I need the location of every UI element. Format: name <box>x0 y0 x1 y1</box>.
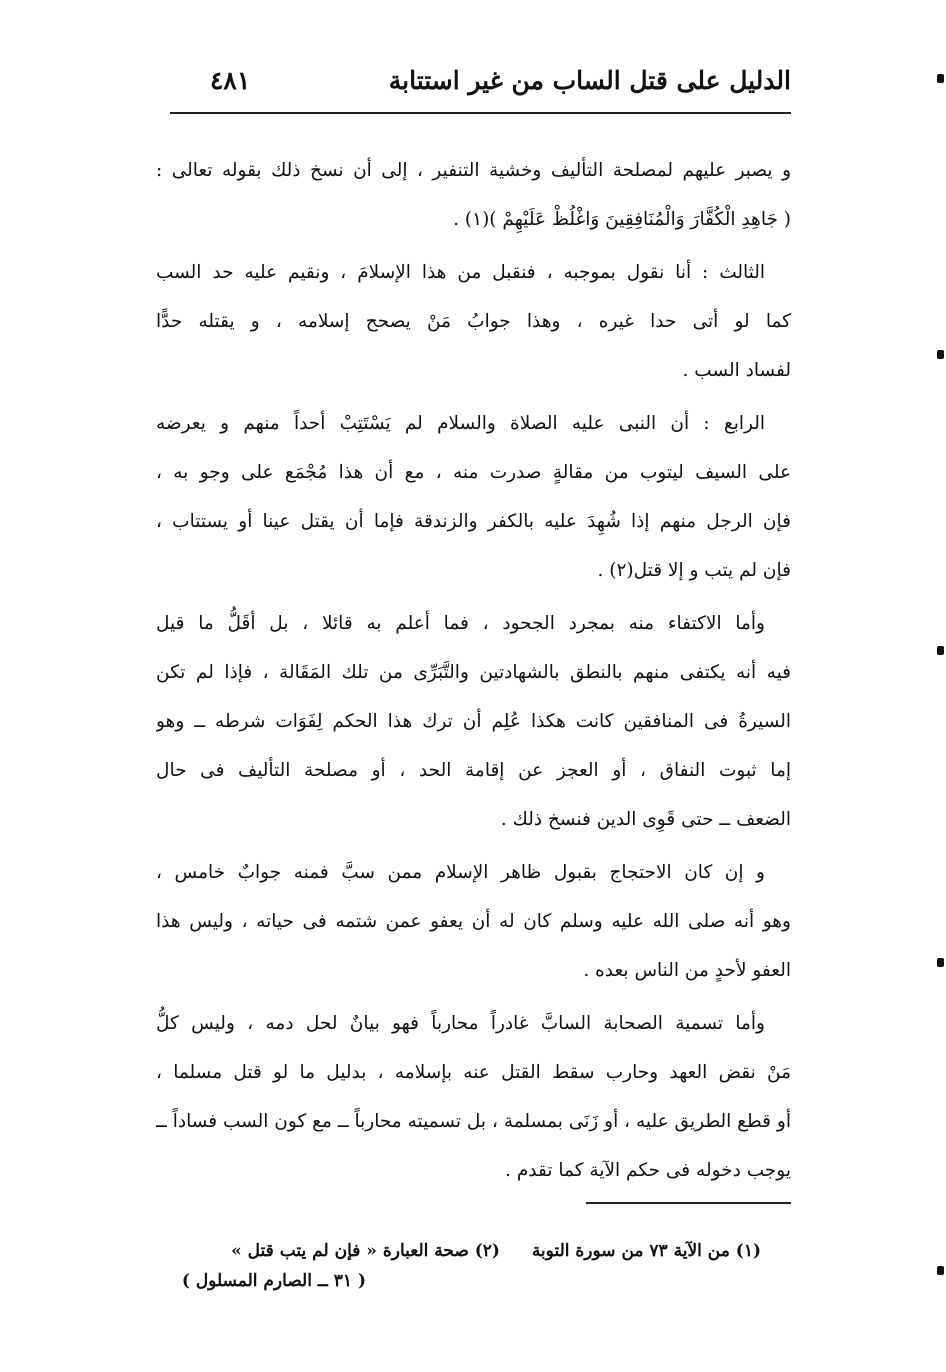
page-header <box>170 58 791 114</box>
text-line: الضعف ــ حتى قَوِى الدين فنسخ ذلك . <box>500 809 791 830</box>
running-title: الدليل على قتل الساب من غير استتابة <box>388 66 791 95</box>
text-line: السيرةُ فى المنافقين كانت هكذا عُلِم أن ترك هذا الحكم لِفَوَات شرطه ــ وهو <box>156 711 791 732</box>
margin-mark <box>937 74 944 83</box>
text-line: يوجب دخوله فى حكم الآية كما تقدم . <box>505 1160 791 1181</box>
text-line: على السيف ليتوب من مقالةٍ صدرت منه ، مع أن هذا مُجْمَع على وجو به ، <box>156 462 791 483</box>
main-text <box>156 150 791 1199</box>
footnote-divider <box>586 1202 791 1204</box>
text-line: وأما الاكتفاء منه بمجرد الجحود ، فما أعلم به قائلا ، بل أقَلُّ ما قيل <box>156 613 765 634</box>
footnote-2: (٢) صحة العبارة « فإن لم يتب قتل » <box>231 1241 500 1261</box>
paragraph-3 <box>156 403 791 599</box>
page-number: ٤٨١ <box>210 66 251 95</box>
paragraph-5 <box>156 852 791 999</box>
text-line: ( جَاهِدِ الْكُفَّارَ وَالْمُنَافِقِينَ وَاغْلُظْ عَلَيْهِمْ )(١) . <box>453 209 791 230</box>
text-line: لفساد السب . <box>682 360 791 381</box>
signature-mark: ( ٣١ ــ الصارم المسلول ) <box>181 1271 366 1291</box>
text-line: الرابع : أن النبى عليه الصلاة والسلام لم يَسْتَتِبْ أحداً منهم و يعرضه <box>156 413 765 434</box>
text-line: وأما تسمية الصحابة السابَّ غادراً محارباً فهو بيانٌ لحل دمه ، وليس كلُّ <box>156 1013 765 1034</box>
text-line: إما ثبوت النفاق ، أو العجز عن إقامة الحد ، أو مصلحة التأليف فى حال <box>156 760 791 781</box>
text-line: فإن الرجل منهم إذا شُهِدَ عليه بالكفر والزندقة فإما أن يقتل عينا أو يستتاب ، <box>156 511 791 532</box>
text-line: و يصبر عليهم لمصلحة التأليف وخشية التنفير ، إلى أن نسخ ذلك بقوله تعالى : <box>156 160 791 181</box>
margin-mark <box>937 646 944 655</box>
margin-mark <box>937 350 944 359</box>
footnote-1: (١) من الآية ٧٣ من سورة التوبة <box>531 1241 761 1261</box>
text-line: أو قطع الطريق عليه ، أو زَنَى بمسلمة ، بل تسميته محارباً ــ مع كون السب فساداً ــ <box>156 1111 791 1132</box>
footnotes <box>161 1236 761 1296</box>
text-line: العفو لأحدٍ من الناس بعده . <box>583 960 791 981</box>
paragraph-1 <box>156 150 791 248</box>
text-line: فيه أنه يكتفى منهم بالنطق بالشهادتين والتَّبَرِّى من تلك المَقَالة ، فإذا لم تكن <box>156 662 791 683</box>
paragraph-2 <box>156 252 791 399</box>
text-line: فإن لم يتب و إلا قتل(٢) . <box>597 560 791 581</box>
text-line: و إن كان الاحتجاج بقبول ظاهر الإسلام ممن سبَّ فمنه جوابٌ خامس ، <box>156 862 765 883</box>
text-line: مَنْ نقض العهد وحارب سقط القتل عنه بإسلامه ، بدليل ما لو قتل مسلما ، <box>156 1062 791 1083</box>
text-line: كما لو أتى حدا غيره ، وهذا جوابُ مَنْ يصحح إسلامه ، و يقتله حدًّا <box>156 311 791 332</box>
margin-mark <box>937 1266 944 1275</box>
paragraph-6 <box>156 1003 791 1199</box>
paragraph-4 <box>156 603 791 848</box>
text-line: الثالث : أنا نقول بموجبه ، فنقبل من هذا الإسلامَ ، ونقيم عليه حد السب <box>156 262 765 283</box>
text-line: وهو أنه صلى الله عليه وسلم كان له أن يعفو عمن شتمه فى حياته ، وليس هذا <box>156 911 791 932</box>
margin-mark <box>937 958 944 967</box>
